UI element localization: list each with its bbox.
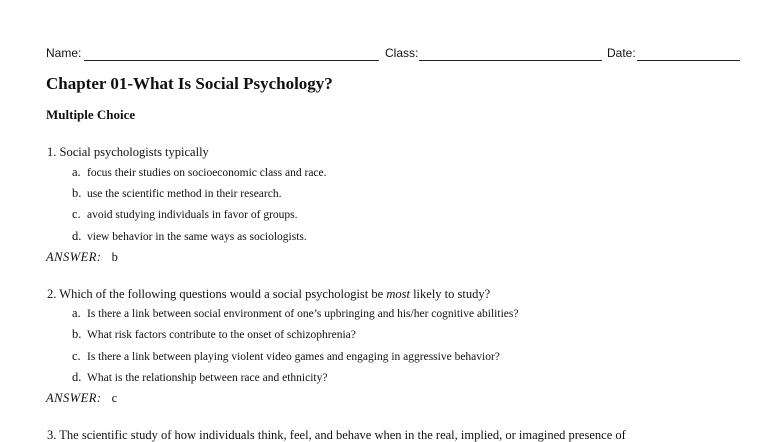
question-1-option-d <box>72 229 307 244</box>
name-label: Name: <box>46 46 82 60</box>
question-2-option-b <box>72 327 356 342</box>
question-2-option-d <box>72 370 327 385</box>
option-letter: d. <box>72 229 82 243</box>
question-2-answer <box>46 391 117 405</box>
question-text-emphasis: most <box>386 287 410 301</box>
answer-value: b <box>111 250 118 264</box>
option-text: focus their studies on socioeconomic class and race. <box>87 167 327 179</box>
option-text: What is the relationship between race and ethnicity? <box>87 372 328 384</box>
answer-value: c <box>111 391 118 405</box>
question-1-stem <box>47 145 209 159</box>
option-letter: b. <box>72 327 82 341</box>
class-label: Class: <box>385 46 419 60</box>
question-1-option-a <box>72 165 327 180</box>
option-text: Is there a link between playing violent video games and engaging in aggressive behavior? <box>87 351 500 363</box>
student-info-header <box>46 46 740 60</box>
question-text-before: Which of the following questions would a social psychologist be <box>59 287 387 301</box>
question-number: 3. <box>47 428 57 442</box>
question-2-stem <box>47 287 490 301</box>
option-text: Is there a link between social environment of one’s upbringing and his/her cognitive abilities? <box>87 308 519 320</box>
answer-label: ANSWER: <box>46 391 102 405</box>
question-text: Social psychologists typically <box>59 145 209 159</box>
option-text: use the scientific method in their research. <box>87 188 282 200</box>
question-1-answer <box>46 250 118 264</box>
question-2-option-a <box>72 306 518 321</box>
question-2-option-c <box>72 349 500 364</box>
question-1-option-c <box>72 207 298 222</box>
name-blank <box>84 60 379 61</box>
date-blank <box>637 60 740 61</box>
section-title: Multiple Choice <box>46 107 136 122</box>
option-letter: c. <box>72 207 81 221</box>
option-text: avoid studying individuals in favor of groups. <box>87 209 298 221</box>
question-number: 2. <box>47 287 57 301</box>
option-letter: a. <box>72 165 81 179</box>
class-blank <box>419 60 602 61</box>
option-letter: c. <box>72 349 81 363</box>
question-number: 1. <box>47 145 57 159</box>
option-letter: d. <box>72 370 82 384</box>
question-1-option-b <box>72 186 281 201</box>
option-text: view behavior in the same ways as sociologists. <box>87 231 307 243</box>
option-letter: b. <box>72 186 82 200</box>
question-text-after: likely to study? <box>409 287 491 301</box>
question-text: The scientific study of how individuals think, feel, and behave when in the real, implied, or imagined presence of <box>59 428 626 442</box>
option-letter: a. <box>72 306 81 320</box>
answer-label: ANSWER: <box>46 250 102 264</box>
date-label: Date: <box>607 46 636 60</box>
question-3-stem <box>47 428 626 442</box>
chapter-title: Chapter 01-What Is Social Psychology? <box>46 74 333 93</box>
option-text: What risk factors contribute to the onset of schizophrenia? <box>87 329 356 341</box>
